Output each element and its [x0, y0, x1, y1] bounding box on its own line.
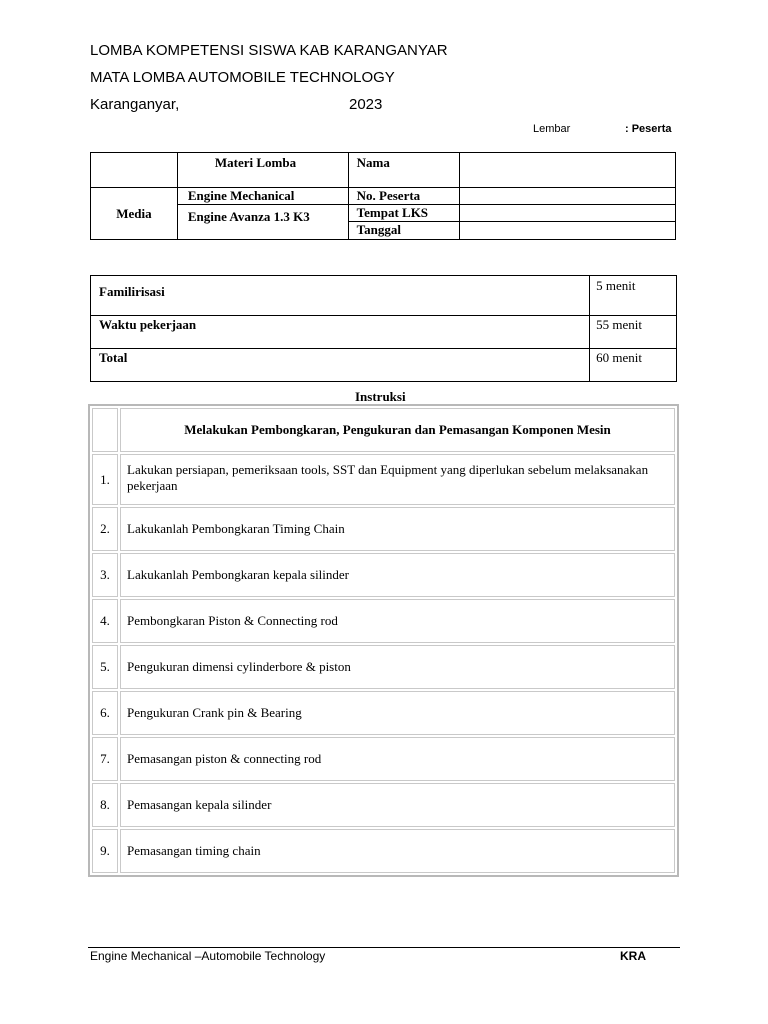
step-number: 8.: [92, 783, 118, 827]
time-row: [91, 349, 677, 382]
step-row: [92, 553, 675, 597]
time-label: Familirisasi: [91, 276, 590, 316]
time-value: 5 menit: [590, 276, 677, 316]
step-number: 4.: [92, 599, 118, 643]
media-value: Engine Avanza 1.3 K3: [177, 205, 348, 240]
time-value: 60 menit: [590, 349, 677, 382]
step-text: Pengukuran Crank pin & Bearing: [120, 691, 675, 735]
time-label: Waktu pekerjaan: [91, 316, 590, 349]
header-subtitle: MATA LOMBA AUTOMOBILE TECHNOLOGY: [90, 69, 395, 86]
instructions-title: Instruksi: [355, 389, 406, 404]
info-empty-cell: [91, 153, 178, 188]
field-value-tanggal[interactable]: [459, 222, 676, 240]
info-table: [90, 152, 676, 240]
step-row: [92, 645, 675, 689]
footer-right: KRA: [620, 949, 646, 963]
media-label: Media: [91, 188, 178, 240]
step-number: 3.: [92, 553, 118, 597]
header-year: 2023: [349, 96, 383, 113]
step-row: [92, 599, 675, 643]
step-text: Lakukanlah Pembongkaran Timing Chain: [120, 507, 675, 551]
time-table: [90, 275, 677, 382]
field-label-nama: Nama: [348, 153, 459, 188]
step-text: Pemasangan kepala silinder: [120, 783, 675, 827]
time-row: [91, 316, 677, 349]
instructions-table: [88, 404, 679, 877]
step-number: 2.: [92, 507, 118, 551]
time-label: Total: [91, 349, 590, 382]
step-number: 1.: [92, 454, 118, 505]
step-row: [92, 737, 675, 781]
step-number: 7.: [92, 737, 118, 781]
step-text: Lakukanlah Pembongkaran kepala silinder: [120, 553, 675, 597]
field-label-tanggal: Tanggal: [348, 222, 459, 240]
field-label-no-peserta: No. Peserta: [348, 188, 459, 205]
instructions-heading-no: [92, 408, 118, 452]
time-value: 55 menit: [590, 316, 677, 349]
footer-divider: [88, 947, 680, 948]
instructions-heading: Melakukan Pembongkaran, Pengukuran dan Pemasangan Komponen Mesin: [120, 408, 675, 452]
field-value-no-peserta[interactable]: [459, 188, 676, 205]
step-text: Pembongkaran Piston & Connecting rod: [120, 599, 675, 643]
step-text: Pemasangan piston & connecting rod: [120, 737, 675, 781]
step-text: Lakukan persiapan, pemeriksaan tools, SST dan Equipment yang diperlukan sebelum melaksanakan pekerjaan: [120, 454, 675, 505]
step-row: [92, 454, 675, 505]
field-value-tempat[interactable]: [459, 205, 676, 222]
step-text: Pengukuran dimensi cylinderbore & piston: [120, 645, 675, 689]
footer-left: Engine Mechanical –Automobile Technology: [90, 949, 326, 963]
time-row: [91, 276, 677, 316]
step-row: [92, 829, 675, 873]
materi-value: Engine Mechanical: [177, 188, 348, 205]
header-city: Karanganyar,: [90, 96, 180, 113]
step-row: [92, 691, 675, 735]
step-row: [92, 507, 675, 551]
step-number: 5.: [92, 645, 118, 689]
step-number: 6.: [92, 691, 118, 735]
step-text: Pemasangan timing chain: [120, 829, 675, 873]
materi-label: Materi Lomba: [177, 153, 348, 188]
step-number: 9.: [92, 829, 118, 873]
step-row: [92, 783, 675, 827]
lembar-value: : Peserta: [625, 123, 672, 135]
field-label-tempat: Tempat LKS: [348, 205, 459, 222]
header-title: LOMBA KOMPETENSI SISWA KAB KARANGANYAR: [90, 42, 448, 59]
lembar-label: Lembar: [533, 123, 571, 135]
field-value-nama[interactable]: [459, 153, 676, 188]
